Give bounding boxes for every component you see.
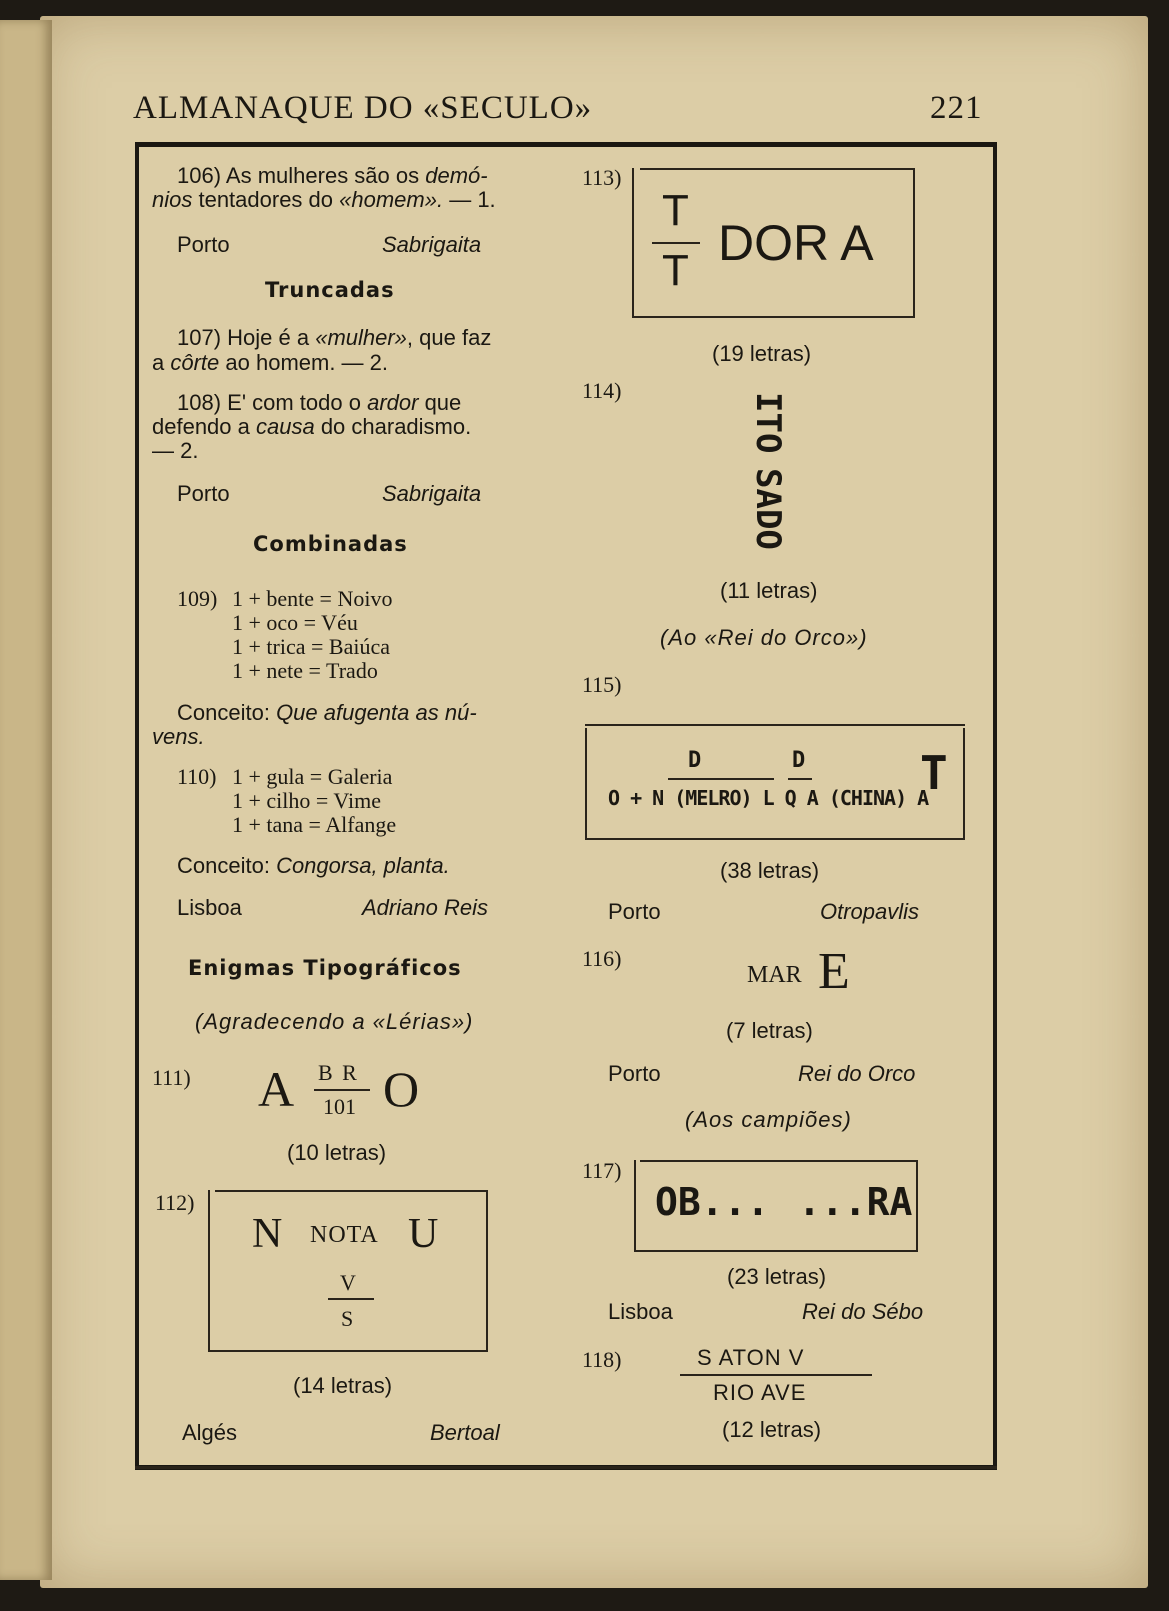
enigma-112-nota: NOTA [310,1222,379,1248]
fraction-bar [328,1298,374,1300]
puzzle-110-line: 1 + cilho = Vime [232,788,381,813]
enigma-113-bottom-t: T [662,246,689,295]
enigma-113-top-border [640,168,913,170]
enigma-113-right-border [913,168,915,318]
letter-count: (11 letras) [720,578,818,603]
enigma-112-letter-s: S [341,1306,354,1331]
signature-place: Lisboa [177,895,242,920]
letter-count: (19 letras) [712,341,812,366]
puzzle-107-line2: a côrte ao homem. — 2. [152,350,389,375]
enigma-113-bottom-border [632,316,913,318]
enigma-115-letter-d: D [792,748,806,773]
signature-author: Bertoal [430,1420,500,1445]
signature-place: Porto [177,232,230,257]
enigma-112-letter-u: U [408,1211,439,1257]
letter-count: (7 letras) [726,1018,813,1043]
signature-author: Sabrigaita [382,481,482,506]
dedication-text: (Agradecendo a «Lérias») [195,1009,474,1034]
enigma-118-top: S ATON V [697,1345,805,1370]
section-heading-truncadas: Truncadas [265,278,395,302]
enigma-112-left-border [208,1190,210,1352]
enigma-116-mar: MAR [747,962,802,988]
signature-author: Rei do Sébo [802,1299,924,1324]
enigma-112-letter-v: V [340,1270,356,1295]
enigma-117-top-border [640,1160,916,1162]
puzzle-113-number: 113) [582,165,622,190]
section-heading-enigmas: Enigmas Tipográficos [188,956,462,980]
fraction-bar [668,778,774,780]
fraction-bar [680,1374,872,1376]
puzzle-114-number: 114) [582,378,622,403]
signature-place: Porto [177,481,230,506]
enigma-117-left-border [634,1160,636,1252]
enigma-117-right: ...RA [798,1180,913,1224]
signature-author: Adriano Reis [362,895,488,920]
signature-place: Lisboa [608,1299,673,1324]
letter-count: (10 letras) [287,1140,387,1165]
enigma-111-letter-a: A [258,1061,295,1117]
enigma-112-letter-n: N [252,1211,283,1257]
letter-count: (23 letras) [727,1264,827,1289]
puzzle-111-number: 111) [152,1065,191,1090]
dedication-text: (Aos campiões) [685,1107,852,1132]
fraction-bar [788,778,812,780]
section-heading-combinadas: Combinadas [253,532,408,556]
puzzle-109-line: 1 + trica = Baiúca [232,634,390,659]
letter-count: (14 letras) [293,1373,393,1398]
signature-place: Porto [608,899,661,924]
letter-count: (38 letras) [720,858,820,883]
puzzle-109-number: 109) [177,586,218,611]
conceito-110: Conceito: Congorsa, planta. [177,853,450,878]
puzzle-109-line: 1 + bente = Noivo [232,586,393,611]
enigma-118-bottom: RIO AVE [713,1380,807,1405]
enigma-111-bottom: 101 [323,1094,356,1119]
puzzle-118-number: 118) [582,1347,622,1372]
running-header-title: ALMANAQUE DO «SECULO» [133,90,593,126]
fraction-bar [314,1089,370,1091]
enigma-112-bottom-border [208,1350,486,1352]
signature-author: Sabrigaita [382,232,482,257]
enigma-115-letter-d: D [688,748,702,773]
puzzle-108-line2: defendo a causa do charadismo. [152,414,472,439]
bottom-rule [135,1466,997,1469]
puzzle-112-number: 112) [155,1190,195,1215]
puzzle-108-line3: — 2. [152,438,199,463]
enigma-117-left: OB... [655,1180,770,1224]
conceito-109-line2: vens. [152,724,205,749]
enigma-111-top: B R [318,1060,359,1085]
signature-author: Rei do Orco [798,1061,916,1086]
enigma-112-top-border [215,1190,486,1192]
puzzle-108-line1: 108) E' com todo o ardor que [177,390,462,415]
enigma-117-right-border [916,1160,918,1252]
signature-place: Porto [608,1061,661,1086]
signature-place: Algés [182,1420,238,1445]
puzzle-117-number: 117) [582,1158,622,1183]
enigma-113-top-t: T [662,186,689,235]
enigma-113-left-border [632,168,634,318]
enigma-115-letter-t: T [920,746,948,800]
enigma-117-bottom-border [634,1250,916,1252]
enigma-116-letter-e: E [818,943,850,1000]
puzzle-106-line1: 106) As mulheres são os demó- [177,163,488,188]
enigma-112-right-border [486,1190,488,1352]
dedication-text: (Ao «Rei do Orco») [660,625,868,650]
puzzle-116-number: 116) [582,946,622,971]
book-spine [0,20,52,1580]
puzzle-107-line1: 107) Hoje é a «mulher», que faz [177,325,492,350]
enigma-115-left-border [585,728,587,838]
puzzle-110-number: 110) [177,764,217,789]
enigma-111-letter-o: O [383,1061,420,1117]
puzzle-109-line: 1 + nete = Trado [232,658,378,683]
puzzle-110-line: 1 + tana = Alfange [232,812,397,837]
enigma-114-vertical-1: ITO [748,392,788,454]
letter-count: (12 letras) [722,1417,822,1442]
puzzle-110-line: 1 + gula = Galeria [232,764,393,789]
enigma-115-line: O + N (MELRO) L Q A (CHINA) A [608,786,929,810]
enigma-115-top-border [585,724,965,726]
enigma-115-right-border [963,728,965,838]
conceito-109-line1: Conceito: Que afugenta as nú- [177,700,477,725]
page-number: 221 [930,90,983,126]
enigma-113-text: DOR A [718,215,874,271]
enigma-114-vertical-2: SADO [748,468,788,550]
puzzle-109-line: 1 + oco = Véu [232,610,358,635]
signature-author: Otropavlis [820,899,920,924]
puzzle-106-line2: nios tentadores do «homem». — 1. [152,187,496,212]
fraction-bar [652,242,700,244]
puzzle-115-number: 115) [582,672,622,697]
enigma-115-bottom-border [585,838,965,840]
